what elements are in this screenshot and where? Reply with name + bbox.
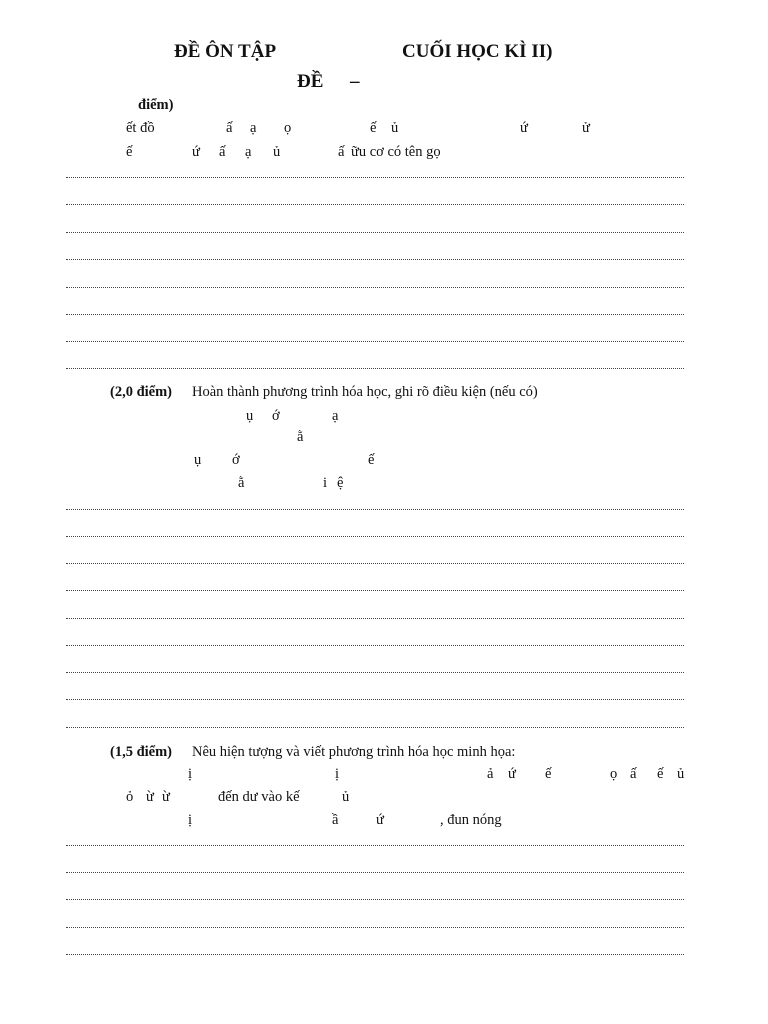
answer-line[interactable] bbox=[66, 232, 684, 233]
q3-line1-frag: ọ bbox=[610, 766, 618, 782]
answer-line[interactable] bbox=[66, 645, 684, 646]
q3-line2-frag: đến dư vào kế bbox=[218, 789, 300, 805]
q3-line1-frag: ả bbox=[487, 766, 494, 782]
q1-line1-frag: ế bbox=[370, 120, 377, 136]
q2-line4-frag: i bbox=[323, 475, 328, 491]
q3-line1-frag: ủ bbox=[677, 766, 685, 782]
answer-line[interactable] bbox=[66, 368, 684, 369]
q3-line1-frag: ấ bbox=[630, 766, 637, 782]
answer-line[interactable] bbox=[66, 618, 684, 619]
answer-line[interactable] bbox=[66, 927, 684, 928]
q2-line1-frag: ụ bbox=[246, 408, 254, 424]
answer-line[interactable] bbox=[66, 259, 684, 260]
q2-instruction: Hoàn thành phương trình hóa học, ghi rõ điều kiện (nếu có) bbox=[192, 384, 538, 400]
q3-line3-frag: , đun nóng bbox=[440, 812, 502, 828]
q2-line1-frag: ớ bbox=[272, 408, 280, 424]
q2-line2-frag: ằ bbox=[297, 429, 304, 445]
answer-line[interactable] bbox=[66, 845, 684, 846]
q1-line2-frag: ạ bbox=[245, 144, 252, 160]
answer-line[interactable] bbox=[66, 204, 684, 205]
q2-line3-frag: ớ bbox=[232, 452, 240, 468]
q1-line1-frag: ấ bbox=[226, 120, 233, 136]
q3-line2-frag: ừ bbox=[146, 789, 154, 805]
answer-line[interactable] bbox=[66, 563, 684, 564]
title-right: CUỐI HỌC KÌ II) bbox=[402, 41, 553, 62]
q3-line2-frag: ỏ bbox=[126, 789, 134, 805]
q3-line1-frag: ị bbox=[188, 766, 193, 782]
q3-line3-frag: ầ bbox=[332, 812, 339, 828]
q2-line3-frag: ế bbox=[368, 452, 375, 468]
answer-line[interactable] bbox=[66, 509, 684, 510]
q1-line2-frag: ấ bbox=[338, 144, 345, 160]
q3-line1-frag: ứ bbox=[508, 766, 516, 782]
title-left: ĐỀ ÔN TẬP bbox=[174, 41, 277, 62]
q2-line4-frag: ằ bbox=[238, 475, 245, 491]
q1-line1-frag: ử bbox=[582, 120, 590, 136]
q3-line2-frag: ủ bbox=[342, 789, 350, 805]
answer-line[interactable] bbox=[66, 899, 684, 900]
q3-points: (1,5 điểm) bbox=[110, 744, 173, 760]
subtitle-de: ĐỀ bbox=[297, 71, 324, 92]
q3-line3-frag: ị bbox=[188, 812, 193, 828]
q3-line2-frag: ừ bbox=[162, 789, 170, 805]
q3-line1-frag: ị bbox=[335, 766, 340, 782]
q2-line4-frag: ệ bbox=[337, 475, 344, 491]
q1-line1-frag: ủ bbox=[391, 120, 399, 136]
q3-line1-frag: ế bbox=[657, 766, 664, 782]
q1-line1-frag: ết đồ bbox=[126, 120, 155, 136]
q1-line2-frag: ế bbox=[126, 144, 133, 160]
q1-line1-frag: ứ bbox=[520, 120, 528, 136]
q1-line2-frag: ấ bbox=[219, 144, 226, 160]
q3-line1-frag: ế bbox=[545, 766, 552, 782]
answer-line[interactable] bbox=[66, 727, 684, 728]
answer-line[interactable] bbox=[66, 590, 684, 591]
answer-line[interactable] bbox=[66, 287, 684, 288]
q1-line1-frag: ạ bbox=[250, 120, 257, 136]
q1-line2-frag: ứ bbox=[192, 144, 200, 160]
answer-line[interactable] bbox=[66, 314, 684, 315]
answer-line[interactable] bbox=[66, 872, 684, 873]
q1-line1-frag: ọ bbox=[284, 120, 292, 136]
answer-line[interactable] bbox=[66, 699, 684, 700]
answer-line[interactable] bbox=[66, 341, 684, 342]
subtitle-dash: – bbox=[350, 71, 360, 92]
answer-line[interactable] bbox=[66, 536, 684, 537]
answer-line[interactable] bbox=[66, 672, 684, 673]
q1-points: điểm) bbox=[138, 97, 174, 113]
answer-line[interactable] bbox=[66, 954, 684, 955]
q1-line2-frag: ủ bbox=[273, 144, 281, 160]
q1-line2-frag: ữu cơ có tên gọ bbox=[351, 144, 441, 160]
q3-line3-frag: ứ bbox=[376, 812, 384, 828]
q2-points: (2,0 điểm) bbox=[110, 384, 173, 400]
q3-instruction: Nêu hiện tượng và viết phương trình hóa học minh họa: bbox=[192, 744, 516, 760]
q2-line1-frag: ạ bbox=[332, 408, 339, 424]
answer-line[interactable] bbox=[66, 177, 684, 178]
q2-line3-frag: ụ bbox=[194, 452, 202, 468]
